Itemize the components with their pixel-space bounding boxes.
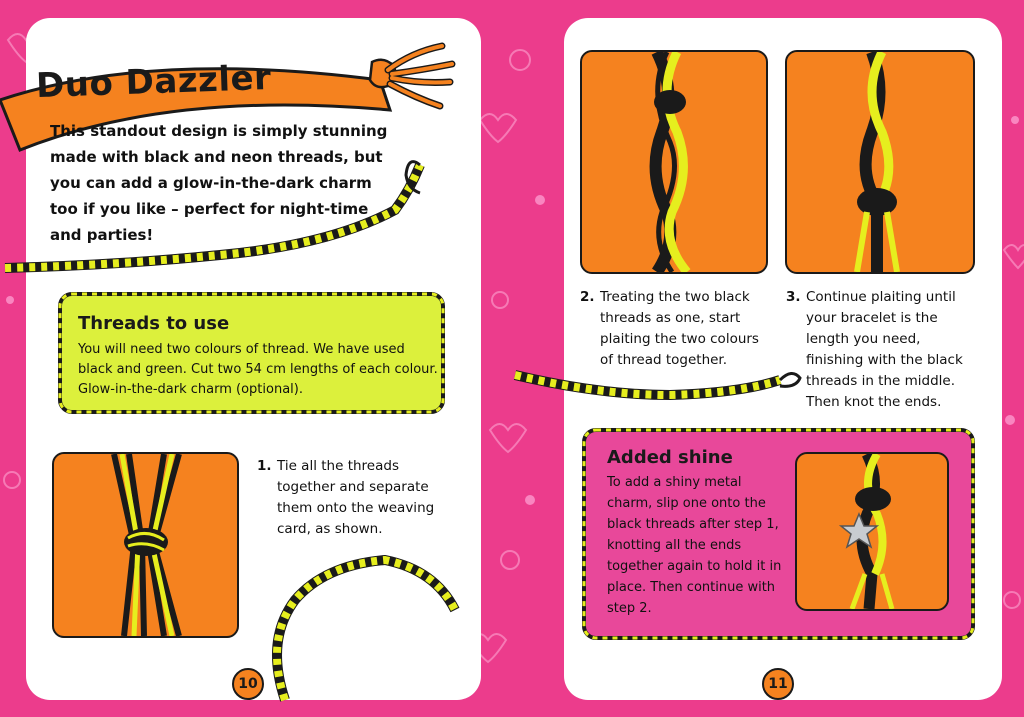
step-3-image bbox=[785, 50, 975, 274]
charm-image bbox=[795, 452, 949, 611]
bracelet-tail-illustration bbox=[265, 550, 465, 710]
intro-text: This standout design is simply stunning made with black and neon threads, but you can add a glow-in-the-dark charm too if you like – perfect for night-time and parties! bbox=[50, 122, 388, 244]
step-2-number: 2. bbox=[580, 289, 595, 305]
step-3 bbox=[786, 287, 976, 413]
weaving-card-illustration bbox=[54, 454, 237, 636]
braided-bracelet-illustration bbox=[0, 150, 440, 280]
page-title: Duo Dazzler bbox=[35, 57, 272, 107]
step-2-image bbox=[580, 50, 768, 274]
threads-body: You will need two colours of thread. We have used black and green. Cut two 54 cm lengths of each colour. Glow-in-the-dark charm (optional). bbox=[78, 342, 438, 397]
step-3-number: 3. bbox=[786, 289, 801, 305]
plait-step-2-illustration bbox=[582, 52, 766, 272]
step-2 bbox=[580, 287, 775, 371]
page-number-right: 11 bbox=[762, 668, 794, 700]
bracelet-middle-illustration bbox=[510, 360, 810, 410]
step-1-number: 1. bbox=[257, 458, 272, 474]
shine-body: To add a shiny metal charm, slip one onto the black threads after step 1, knotting all the ends together again to hold it in place. Then continue with step 2. bbox=[607, 475, 782, 616]
step-1 bbox=[257, 456, 447, 540]
step-3-text: Continue plaiting until your bracelet is the length you need, finishing with the black threads in the middle. Then knot the ends. bbox=[806, 289, 963, 410]
plait-step-3-illustration bbox=[787, 52, 973, 272]
page-number-left: 10 bbox=[232, 668, 264, 700]
threads-heading: Threads to use bbox=[78, 313, 230, 334]
star-charm-illustration bbox=[797, 454, 947, 609]
step-1-image bbox=[52, 452, 239, 638]
shine-heading: Added shine bbox=[607, 447, 733, 468]
step-2-text: Treating the two black threads as one, start plaiting the two colours of thread together. bbox=[600, 289, 759, 368]
step-1-text: Tie all the threads together and separate them onto the weaving card, as shown. bbox=[277, 458, 435, 537]
